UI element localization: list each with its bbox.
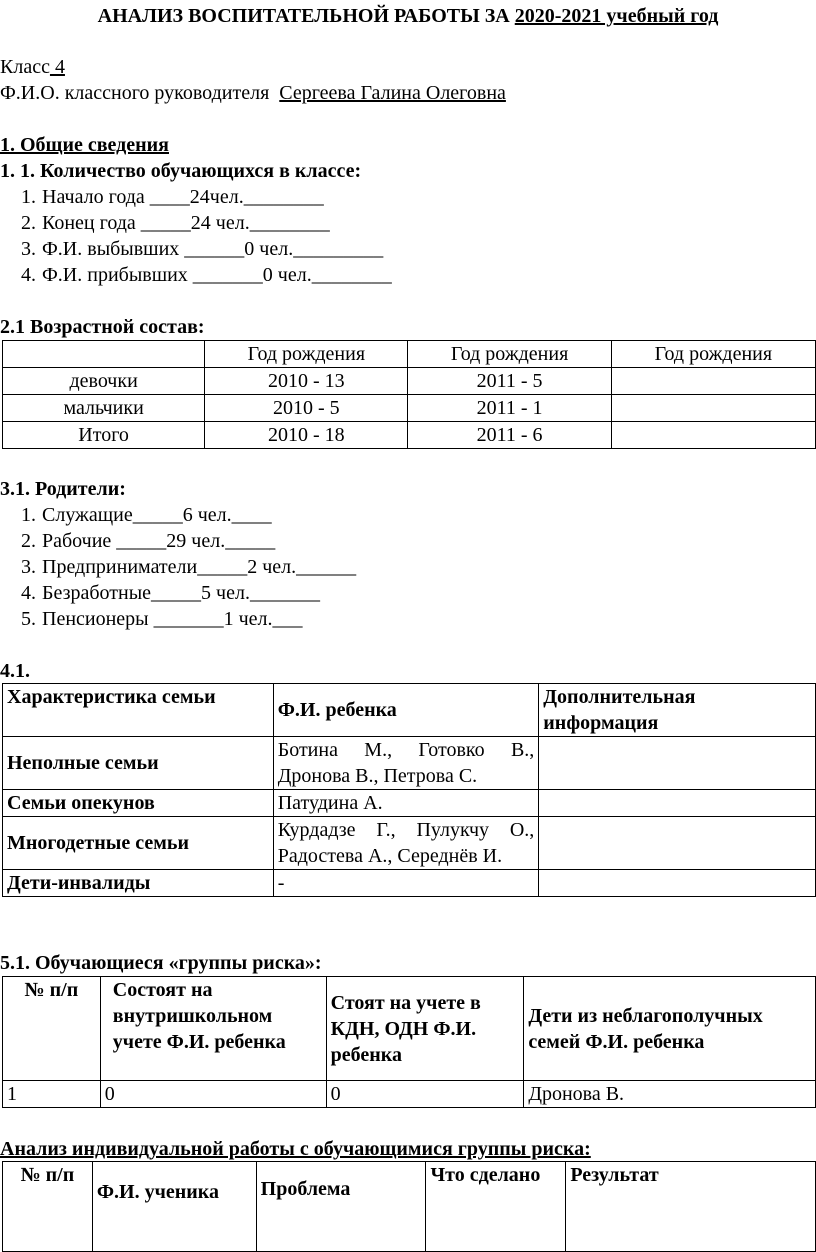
table-header-cell: Год рождения (408, 341, 611, 368)
table-cell: мальчики (3, 395, 205, 422)
table-header-row (3, 341, 816, 368)
age-table (2, 340, 816, 449)
list-text: Рабочие _____29 чел._____ (42, 530, 276, 552)
table-cell: Неполные семьи (3, 737, 274, 790)
list-number: 3. (21, 238, 36, 260)
table-row (3, 737, 816, 790)
list-item (0, 607, 303, 631)
list-text: Предприниматели_____2 чел.______ (42, 556, 357, 578)
table-cell: 1 (3, 1081, 101, 1108)
table-header-cell: Дети из неблагополучных семей Ф.И. ребенка (524, 977, 816, 1081)
table-cell: - (273, 870, 539, 897)
page-title (0, 4, 816, 28)
table-cell (611, 422, 815, 449)
table-header-cell (3, 341, 205, 368)
list-text: Конец года _____24 чел.________ (42, 212, 330, 234)
table-cell (539, 870, 816, 897)
table-cell (539, 817, 816, 870)
list-number: 1. (21, 504, 36, 526)
table-row (3, 395, 816, 422)
table-cell: Патудина А. (273, 790, 539, 817)
table-cell (539, 737, 816, 790)
table-header-cell: № п/п (3, 1162, 93, 1252)
class-line (0, 55, 65, 79)
title-year: 2020-2021 учебный год (514, 5, 719, 27)
list-item (0, 503, 272, 527)
table-cell: Дронова В. (524, 1081, 816, 1108)
table-header-cell: Характеристика семьи (3, 684, 274, 737)
table-header-cell: Дополнительная информация (539, 684, 816, 737)
teacher-label: Ф.И.О. классного руководителя (0, 82, 270, 104)
table-cell: Многодетные семьи (3, 817, 274, 870)
table-cell: девочки (3, 368, 205, 395)
table-cell: 0 (326, 1081, 524, 1108)
list-item (0, 237, 383, 261)
table-cell: 2011 - 5 (408, 368, 611, 395)
table-cell: 2010 - 13 (205, 368, 408, 395)
table-cell: Курдадзе Г., Пулукчу О., Радостева А., Середнёв И. (273, 817, 539, 870)
table-header-cell: Что сделано (426, 1162, 566, 1252)
table-header-row (3, 1162, 816, 1252)
table-cell (539, 790, 816, 817)
table-header-cell: Ф.И. ребенка (273, 684, 539, 737)
table-cell: Итого (3, 422, 205, 449)
list-text: Начало года ____24чел.________ (42, 186, 324, 208)
section2-heading: 2.1 Возрастной состав: (0, 316, 205, 338)
list-item (0, 581, 320, 605)
section5-heading: 5.1. Обучающиеся «группы риска»: (0, 952, 322, 974)
list-number: 4. (21, 264, 36, 286)
table-row (3, 870, 816, 897)
table-cell: 2011 - 1 (408, 395, 611, 422)
table-cell: 0 (100, 1081, 326, 1108)
table-header-row (3, 684, 816, 737)
teacher-line (0, 81, 506, 105)
list-number: 1. (21, 186, 36, 208)
list-text: Ф.И. выбывших ______0 чел._________ (42, 238, 384, 260)
table-cell: Ботина М., Готовко В., Дронова В., Петрова С. (273, 737, 539, 790)
table-header-row (3, 977, 816, 1081)
class-label: Класс (0, 56, 50, 78)
section1-subheading: 1. 1. Количество обучающихся в классе: (0, 160, 362, 182)
list-text: Пенсионеры _______1 чел.___ (42, 608, 303, 630)
table-row (3, 1081, 816, 1108)
list-item (0, 529, 275, 553)
table-header-cell: Проблема (256, 1162, 426, 1252)
section4-heading: 4.1. (0, 660, 30, 682)
list-text: Ф.И. прибывших _______0 чел.________ (42, 264, 392, 286)
table-cell (611, 368, 815, 395)
list-number: 3. (21, 556, 36, 578)
table-row (3, 790, 816, 817)
list-item (0, 211, 330, 235)
table-header-cell: Ф.И. ученика (92, 1162, 256, 1252)
table-header-cell: Год рождения (611, 341, 815, 368)
section3-heading: 3.1. Родители: (0, 478, 126, 500)
table-header-cell: Стоят на учете в КДН, ОДН Ф.И. ребенка (326, 977, 524, 1081)
family-table (2, 683, 816, 897)
table-row (3, 368, 816, 395)
table-header-cell: № п/п (3, 977, 101, 1081)
table-row (3, 817, 816, 870)
list-item (0, 555, 356, 579)
table-cell: Семьи опекунов (3, 790, 274, 817)
table-header-cell: Состоят на внутришкольном учете Ф.И. ребенка (100, 977, 326, 1081)
list-item (0, 263, 392, 287)
teacher-value: Сергеева Галина Олеговна (279, 82, 506, 104)
table-cell: Дети-инвалиды (3, 870, 274, 897)
section1-heading: 1. Общие сведения (0, 134, 169, 156)
table-cell: 2010 - 5 (205, 395, 408, 422)
section6-heading: Анализ индивидуальной работы с обучающимися группы риска: (0, 1138, 591, 1160)
list-number: 4. (21, 582, 36, 604)
table-cell (611, 395, 815, 422)
list-number: 5. (21, 608, 36, 630)
list-number: 2. (21, 212, 36, 234)
risk-group-table (2, 976, 816, 1108)
list-number: 2. (21, 530, 36, 552)
class-value: 4 (49, 56, 65, 78)
table-cell: 2010 - 18 (205, 422, 408, 449)
table-cell: 2011 - 6 (408, 422, 611, 449)
list-text: Безработные_____5 чел._______ (42, 582, 320, 604)
table-row (3, 422, 816, 449)
title-prefix: АНАЛИЗ ВОСПИТАТЕЛЬНОЙ РАБОТЫ ЗА (97, 5, 515, 27)
table-header-cell: Результат (566, 1162, 816, 1252)
list-item (0, 185, 324, 209)
list-text: Служащие_____6 чел.____ (42, 504, 272, 526)
individual-work-table (2, 1161, 816, 1252)
table-header-cell: Год рождения (205, 341, 408, 368)
